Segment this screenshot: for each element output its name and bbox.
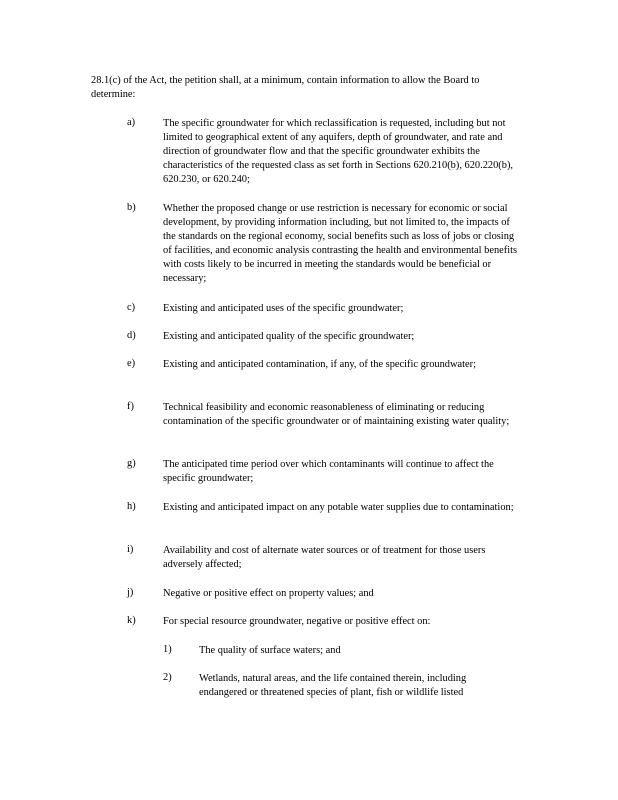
sub-item-text: The quality of surface waters; and [199,645,341,656]
item-label: d) [127,330,136,341]
intro-paragraph: 28.1(c) of the Act, the petition shall, at a minimum, contain information to allow the Board to determine: [91,75,480,100]
item-text: The specific groundwater for which reclassification is requested, including but not limited to geographical extent of any aquifers, depth of groundwater, and rate and direction of groundwater flow and that the specific groundwater exhibits the characteristics of the requested class as set forth in Sections 620.210(b), 620.220(b), 620.230, or 620.240; [163,118,514,186]
sub-item-text: Wetlands, natural areas, and the life contained therein, including endangered or threatened species of plant, fish or wildlife listed [199,673,467,699]
item-label: c) [127,302,136,313]
item-label: i) [127,544,134,555]
item-text: Existing and anticipated uses of the specific groundwater; [163,303,404,314]
item-text: The anticipated time period over which contaminants will continue to affect the specific groundwater; [163,459,494,485]
item-text: Existing and anticipated contamination, if any, of the specific groundwater; [163,359,476,370]
item-text: For special resource groundwater, negative or positive effect on: [163,616,431,627]
item-text: Existing and anticipated impact on any potable water supplies due to contamination; [163,502,514,513]
item-text: Existing and anticipated quality of the specific groundwater; [163,331,415,342]
item-label: g) [127,458,136,469]
item-label: h) [127,501,136,512]
item-text: Negative or positive effect on property values; and [163,588,374,599]
item-label: k) [127,615,136,626]
sub-item-label: 1) [163,644,172,655]
item-label: b) [127,202,136,213]
item-text: Whether the proposed change or use restriction is necessary for economic or social development, by providing information including, but not limited to, the impacts of the standards on the regional economy, social benefits such as loss of jobs or closing of facilities, and economic analysis contrasting the health and environmental benefits with costs likely to be incurred in meeting the standards would be beneficial or necessary; [163,203,518,285]
item-label: e) [127,358,136,369]
item-label: f) [127,401,134,412]
sub-item-label: 2) [163,672,172,683]
item-label: j) [127,587,134,598]
item-text: Technical feasibility and economic reasonableness of eliminating or reducing contamination of the specific groundwater or of maintaining existing water quality; [163,402,510,428]
item-label: a) [127,117,136,128]
item-text: Availability and cost of alternate water sources or of treatment for those users adversely affected; [163,545,486,571]
